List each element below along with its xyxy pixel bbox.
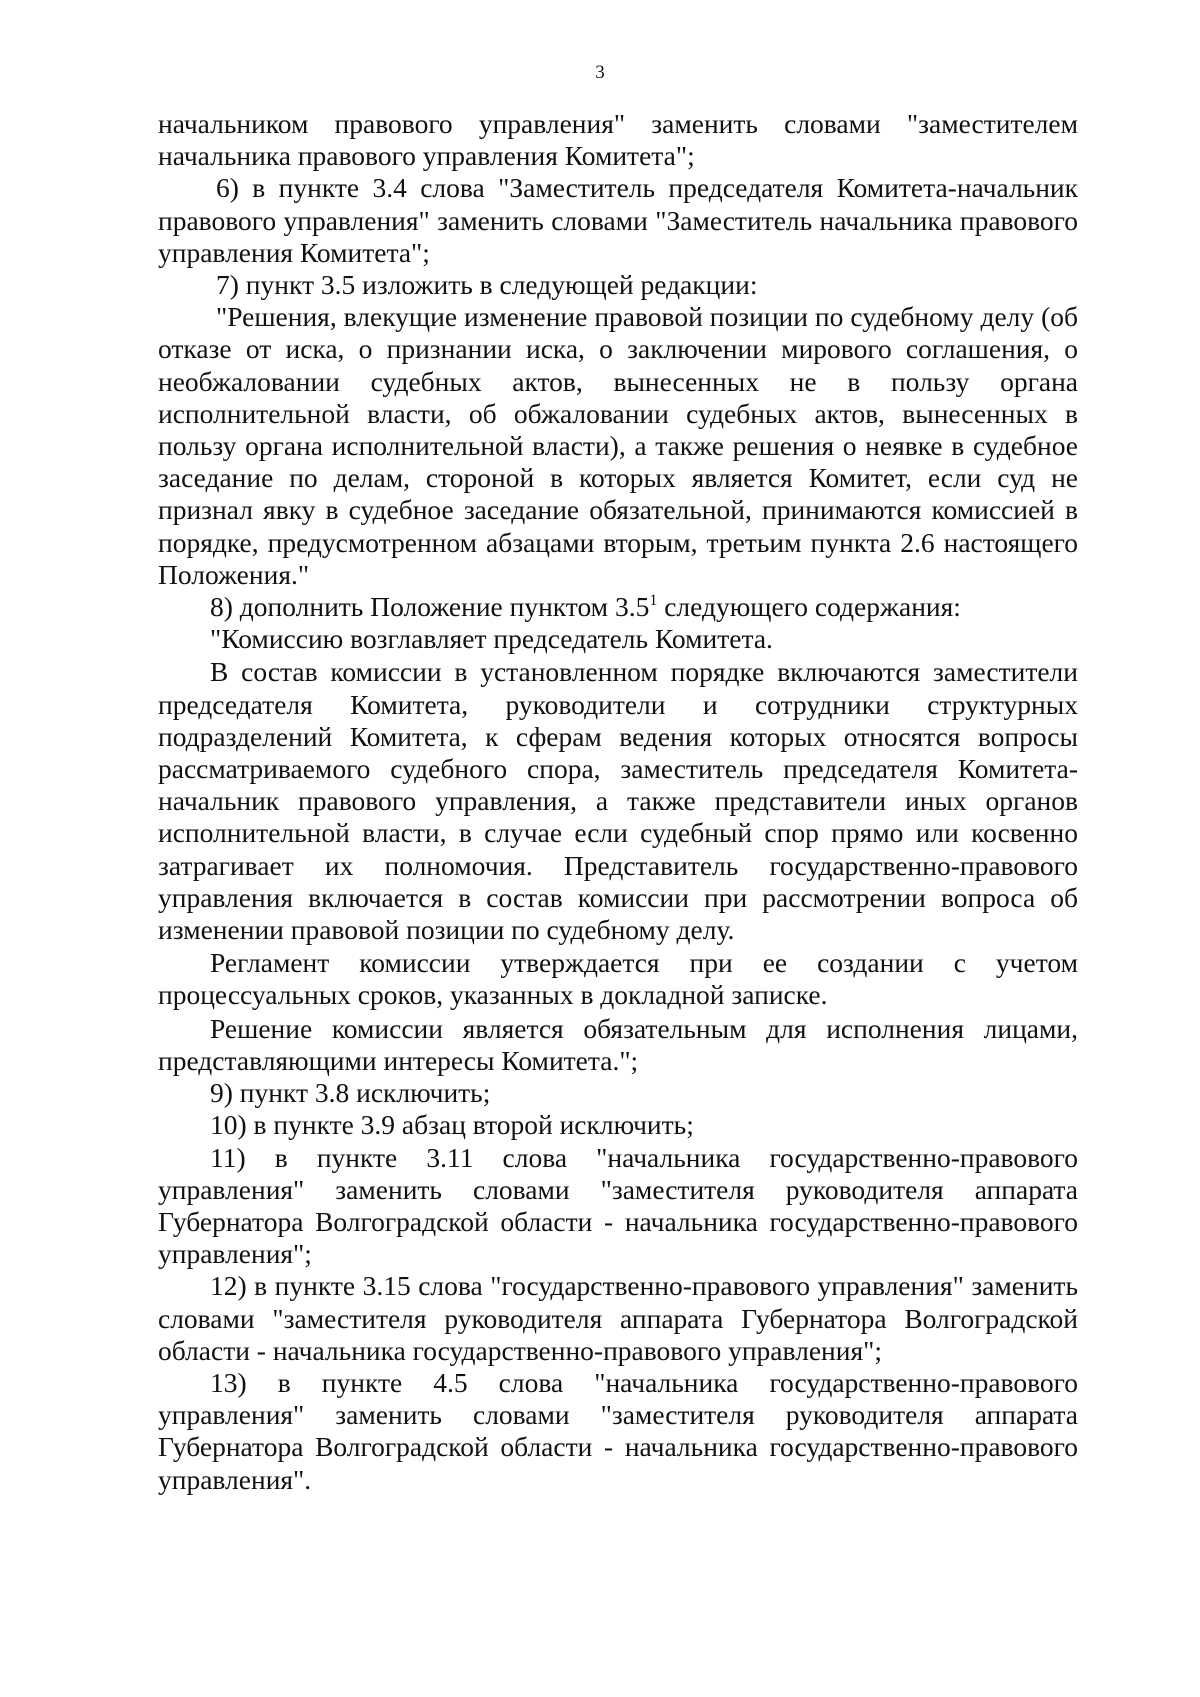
paragraph-commission-regulation: Регламент комиссии утверждается при ее создании с учетом процессуальных сроков, указанных в докладной записке. [158,947,1078,1011]
paragraph-commission-members: В состав комиссии в установленном порядке включаются заместители председателя Комитета, руководители и сотрудники структурных подразделений Комитета, к сферам ведения которых относятся вопросы рассматриваемого судебного спора, заместитель председателя Комитета-начальник правового управления, а также представители иных органов исполнительной власти, в случае если судебный спор прямо или косвенно затрагивает их полномочия. Представитель государственно-правового управления включается в состав комиссии при рассмотрении вопроса об изменении правовой позиции по судебному делу. [158,656,1078,946]
paragraph-item-11: 11) в пункте 3.11 слова "начальника государственно-правового управления" заменить словами "заместителя руководителя аппарата Губернатора Волгоградской области - начальника государственно-правового управления"; [158,1141,1078,1270]
document-body [158,108,1078,1496]
paragraph-continuation: начальником правового управления" заменить словами "заместителем начальника правового управления Комитета"; [158,108,1078,172]
paragraph-item-8-start: 8) дополнить Положение пунктом 3.5 [210,591,650,623]
paragraph-item-6: 6) в пункте 3.4 слова "Заместитель председателя Комитета-начальник правового управления" заменить словами "Заместитель начальника правового управления Комитета"; [158,172,1078,268]
paragraph-item-10: 10) в пункте 3.9 абзац второй исключить; [210,1109,694,1141]
paragraph-item-8 [158,591,1078,623]
paragraph-commission-head: "Комиссию возглавляет председатель Комитета. [210,623,773,655]
superscript: 1 [649,592,658,610]
paragraph-item-12: 12) в пункте 3.15 слова "государственно-правового управления" заменить словами "заместителя руководителя аппарата Губернатора Волгоградской области - начальника государственно-правового управления"; [158,1270,1078,1366]
paragraph-commission-decision: Решение комиссии является обязательным для исполнения лицами, представляющими интересы Комитета."; [158,1012,1078,1076]
paragraph-item-8-end: следующего содержания: [657,591,961,623]
page-number: 3 [595,62,605,83]
paragraph-item-7: 7) пункт 3.5 изложить в следующей редакции: [216,269,758,301]
paragraph-item-7-text: "Решения, влекущие изменение правовой позиции по судебному делу (об отказе от иска, о признании иска, о заключении мирового соглашения, о необжаловании судебных актов, вынесенных не в пользу органа исполнительной власти, об обжаловании судебных актов, вынесенных в пользу органа исполнительной власти), а также решения о неявке в судебное заседание по делам, стороной в которых является Комитет, если суд не признал явку в судебное заседание обязательной, принимаются комиссией в порядке, предусмотренном абзацами вторым, третьим пункта 2.6 настоящего Положения." [158,301,1078,590]
paragraph-item-13: 13) в пункте 4.5 слова "начальника государственно-правового управления" заменить словами "заместителя руководителя аппарата Губернатора Волгоградской области - начальника государственно-правового управления". [158,1366,1078,1495]
paragraph-item-9: 9) пункт 3.8 исключить; [210,1077,491,1109]
